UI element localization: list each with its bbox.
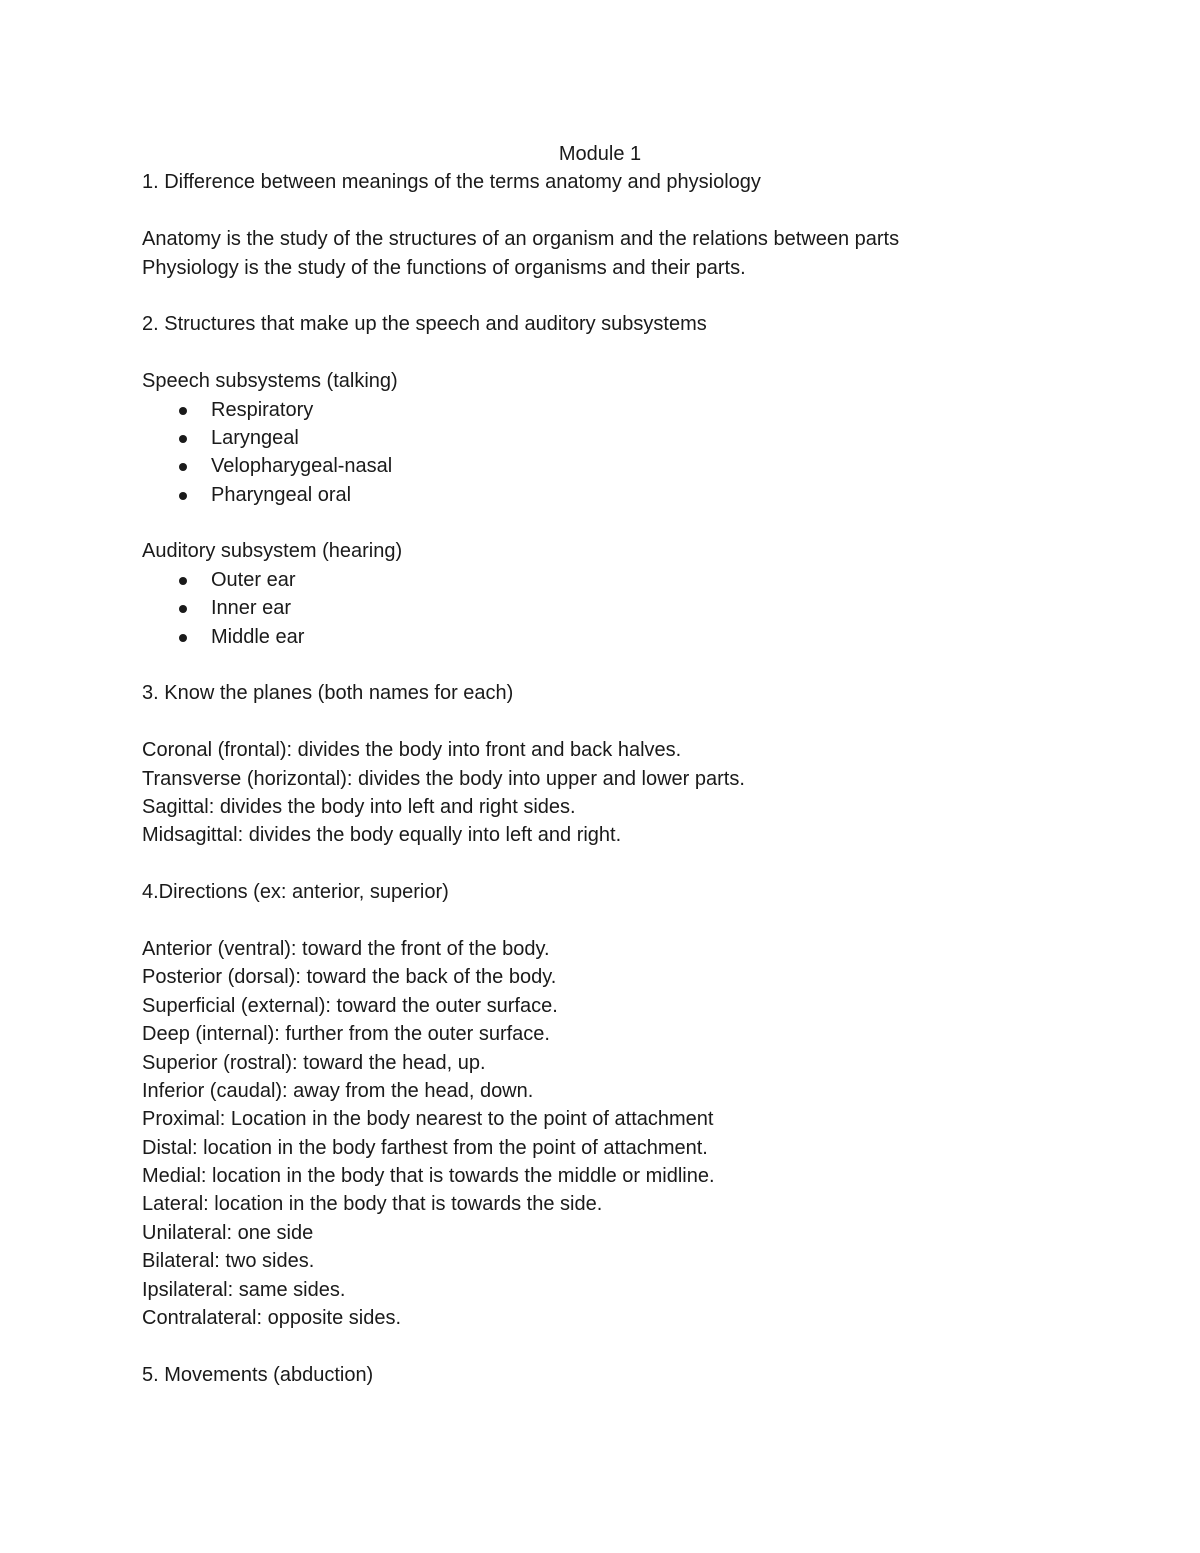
list-item	[142, 623, 1082, 651]
list-item	[142, 481, 1082, 509]
bullet-icon	[179, 435, 187, 443]
list-item-text: Respiratory	[211, 398, 314, 421]
list-item	[142, 452, 1082, 480]
direction-unilateral: Unilateral: one side	[142, 1221, 314, 1244]
section-1-heading: 1. Difference between meanings of the terms anatomy and physiology	[142, 171, 761, 194]
auditory-subsystem-label: Auditory subsystem (hearing)	[142, 540, 403, 563]
anatomy-definition: Anatomy is the study of the structures of an organism and the relations between parts	[142, 228, 900, 251]
speech-subsystems-label: Speech subsystems (talking)	[142, 370, 398, 393]
plane-midsagittal: Midsagittal: divides the body equally into left and right.	[142, 824, 622, 847]
section-2-heading: 2. Structures that make up the speech and auditory subsystems	[142, 313, 707, 336]
spacer	[142, 509, 1082, 537]
direction-inferior: Inferior (caudal): away from the head, down.	[142, 1079, 534, 1102]
list-item-text: Pharyngeal oral	[211, 483, 352, 506]
direction-deep: Deep (internal): further from the outer surface.	[142, 1023, 550, 1046]
section-5-heading: 5. Movements (abduction)	[142, 1363, 374, 1386]
bullet-icon	[179, 463, 187, 471]
plane-transverse: Transverse (horizontal): divides the body into upper and lower parts.	[142, 767, 745, 790]
plane-coronal: Coronal (frontal): divides the body into front and back halves.	[142, 739, 682, 762]
plane-sagittal: Sagittal: divides the body into left and right sides.	[142, 795, 576, 818]
bullet-icon	[179, 577, 187, 585]
list-item	[142, 424, 1082, 452]
list-item	[142, 566, 1082, 594]
direction-distal: Distal: location in the body farthest from the point of attachment.	[142, 1136, 708, 1159]
direction-medial: Medial: location in the body that is towards the middle or midline.	[142, 1165, 715, 1188]
direction-contralateral: Contralateral: opposite sides.	[142, 1307, 402, 1330]
spacer	[142, 907, 1082, 935]
list-item-text: Laryngeal	[211, 426, 299, 449]
section-3-heading: 3. Know the planes (both names for each)	[142, 682, 514, 705]
list-item	[142, 594, 1082, 622]
direction-anterior: Anterior (ventral): toward the front of the body.	[142, 937, 550, 960]
spacer	[142, 850, 1082, 878]
bullet-icon	[179, 634, 187, 642]
direction-lateral: Lateral: location in the body that is towards the side.	[142, 1193, 603, 1216]
direction-superior: Superior (rostral): toward the head, up.	[142, 1051, 486, 1074]
spacer	[142, 282, 1082, 310]
bullet-icon	[179, 407, 187, 415]
auditory-subsystem-list	[142, 566, 1082, 651]
direction-bilateral: Bilateral: two sides.	[142, 1250, 315, 1273]
page-title: Module 1	[558, 143, 642, 165]
list-item-text: Outer ear	[211, 568, 296, 591]
spacer	[142, 708, 1082, 736]
spacer	[142, 1332, 1082, 1360]
list-item-text: Velopharygeal-nasal	[211, 455, 393, 478]
physiology-definition: Physiology is the study of the functions of organisms and their parts.	[142, 256, 746, 279]
bullet-icon	[179, 492, 187, 500]
document-body	[142, 140, 1082, 1389]
list-item-text: Middle ear	[211, 625, 305, 648]
speech-subsystems-list	[142, 396, 1082, 510]
list-item-text: Inner ear	[211, 597, 292, 620]
direction-proximal: Proximal: Location in the body nearest to the point of attachment	[142, 1108, 714, 1131]
direction-posterior: Posterior (dorsal): toward the back of the body.	[142, 966, 557, 989]
direction-ipsilateral: Ipsilateral: same sides.	[142, 1278, 346, 1301]
spacer	[142, 339, 1082, 367]
bullet-icon	[179, 605, 187, 613]
spacer	[142, 651, 1082, 679]
spacer	[142, 197, 1082, 225]
section-4-heading: 4.Directions (ex: anterior, superior)	[142, 881, 449, 904]
list-item	[142, 396, 1082, 424]
direction-superficial: Superficial (external): toward the outer surface.	[142, 994, 558, 1017]
